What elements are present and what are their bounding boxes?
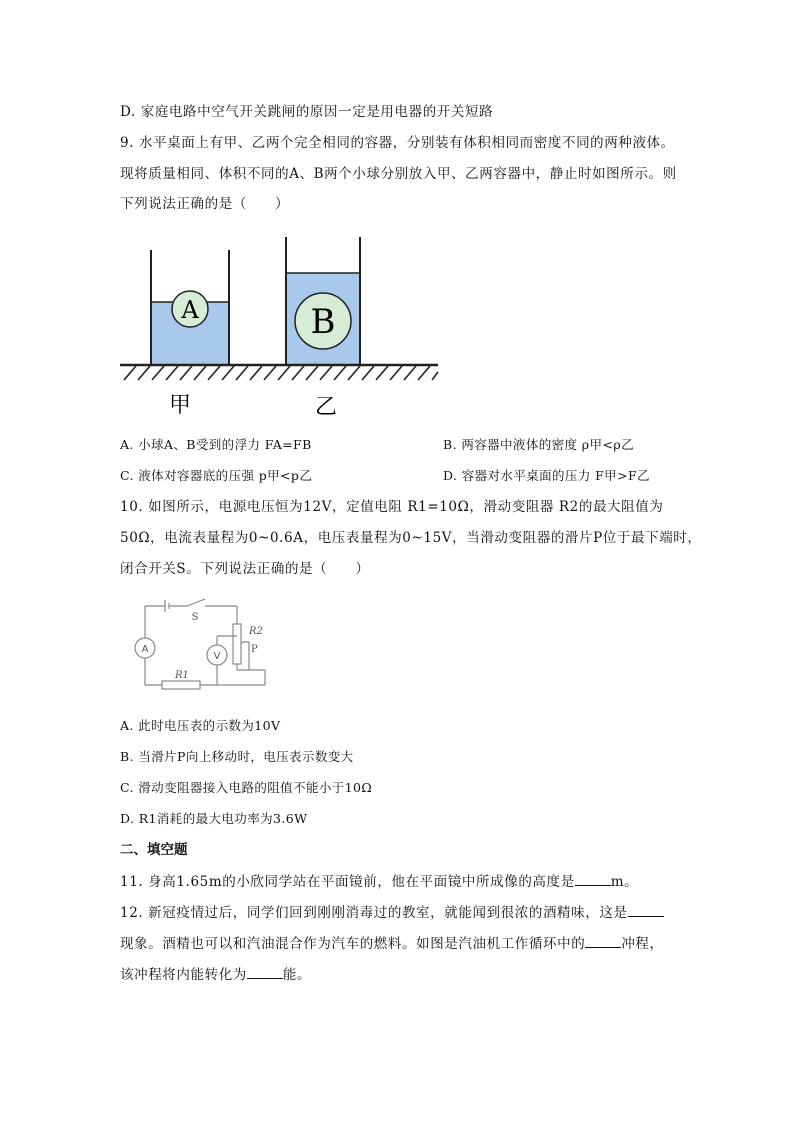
q12-line2 [120, 933, 664, 954]
q9-figure [118, 232, 443, 426]
q9-stem-line2: 现将质量相同、体积不同的A、B两个小球分别放入甲、乙两容器中，静止时如图所示。则 [120, 166, 677, 182]
r1-label: R1 [175, 670, 189, 681]
voltmeter-label: V [213, 651, 221, 662]
q12-l2-text-after: 冲程， [621, 936, 664, 952]
q9-stem-line1: 9. 水平桌面上有甲、乙两个完全相同的容器，分别装有体积相同而密度不同的两种液体。 [120, 135, 675, 151]
q11-text-before: 11. 身高1.65m的小欣同学站在平面镜前，他在平面镜中所成像的高度是 [120, 874, 575, 890]
q10-circuit-figure [125, 596, 273, 700]
q9-option-a: A. 小球A、B受到的浮力 FA=FB [120, 437, 312, 452]
q8-option-d: D. 家庭电路中空气开关跳闸的原因一定是用电器的开关短路 [120, 104, 494, 120]
label-jia: 甲 [168, 393, 192, 418]
q12-blank-3[interactable] [247, 964, 283, 979]
q10-option-d: D. R1消耗的最大电功率为3.6W [120, 811, 308, 826]
q12-l3-text-before: 该冲程将内能转化为 [120, 967, 247, 983]
q11-blank[interactable] [575, 871, 611, 886]
q11-line [120, 871, 638, 892]
section-title: 二、填空题 [120, 842, 188, 858]
q12-line1 [120, 902, 664, 923]
circuit-diagram [125, 596, 273, 696]
table-hatching [124, 366, 438, 380]
r2-label: R2 [249, 626, 263, 637]
label-yi: 乙 [314, 395, 338, 420]
switch-lever [187, 599, 205, 606]
containers-diagram [118, 232, 443, 422]
q12-l1-text: 12. 新冠疫情过后，同学们回到刚刚消毒过的教室，就能闻到很浓的酒精味，这是 [120, 905, 628, 921]
q10-stem-line3: 闭合开关S。下列说法正确的是（ ） [120, 561, 370, 577]
slider-label: P [251, 644, 258, 655]
q12-l2-text-before: 现象。酒精也可以和汽油混合作为汽车的燃料。如图是汽油机工作循环中的 [120, 936, 586, 952]
q10-option-b: B. 当滑片P向上移动时，电压表示数变大 [120, 749, 354, 764]
q9-stem-line3: 下列说法正确的是（ ） [120, 196, 290, 212]
q9-option-d: D. 容器对水平桌面的压力 F甲>F乙 [443, 468, 650, 483]
q10-stem-line2: 50Ω，电流表量程为0~0.6A，电压表量程为0~15V，当滑动变阻器的滑片P位于最下端时， [120, 530, 702, 546]
q10-option-c: C. 滑动变阻器接入电路的阻值不能小于10Ω [120, 780, 373, 795]
ball-b-label: B [310, 302, 336, 342]
q12-l3-text-after: 能。 [282, 967, 312, 983]
q12-blank-2[interactable] [585, 933, 621, 948]
switch-label: S [191, 612, 199, 623]
q10-stem-line1: 10. 如图所示，电源电压恒为12V，定值电阻 R1=10Ω，滑动变阻器 R2的最大阻值为 [120, 499, 664, 515]
q12-line3 [120, 964, 311, 985]
q9-option-c: C. 液体对容器底的压强 p甲<p乙 [120, 468, 313, 483]
q12-blank-1[interactable] [628, 902, 664, 917]
q10-option-a: A. 此时电压表的示数为10V [120, 718, 281, 733]
ball-a-label: A [181, 296, 199, 324]
q9-option-b: B. 两容器中液体的密度 ρ甲<ρ乙 [443, 437, 634, 452]
q11-text-after: m。 [610, 874, 639, 890]
ammeter-label: A [141, 644, 149, 655]
